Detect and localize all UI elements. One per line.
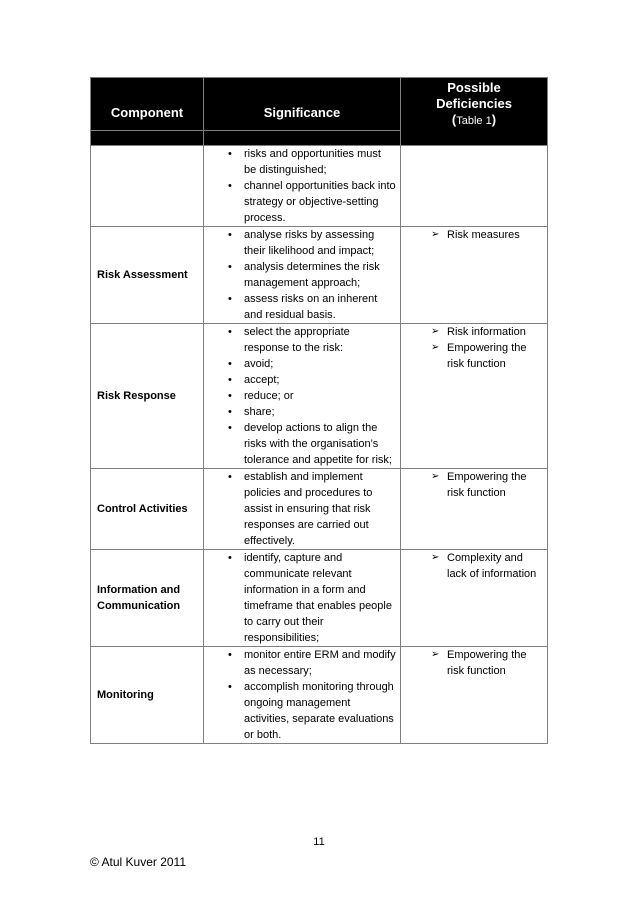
table-header-row [91,78,548,131]
table-reference: (Table 1) [451,112,497,127]
list-item [204,647,400,679]
copyright-footer: © Atul Kuver 2011 [90,855,187,869]
significance-text: select the appropriate response to the risk: [244,326,350,354]
list-item [204,404,400,420]
list-item [401,550,547,582]
significance-list [204,146,400,226]
significance-cell [204,550,401,647]
arrow-bullet-icon: ➢ [431,471,440,482]
component-cell: Control Activities [91,469,204,550]
header-significance-label: Significance [263,105,341,120]
deficiencies-cell [401,227,548,324]
significance-text: analysis determines the risk management approach; [244,261,380,289]
deficiencies-cell [401,647,548,744]
deficiency-text: Empowering the risk function [447,649,527,677]
deficiency-text: Empowering the risk function [447,471,527,499]
table-row [91,227,548,324]
significance-cell [204,469,401,550]
table-row [91,550,548,647]
table-row [91,469,548,550]
page-number: 11 [313,836,325,848]
header-component [91,78,204,131]
list-item [204,178,400,226]
list-item [401,340,547,372]
bullet-dot-icon: • [228,180,232,192]
list-item [204,388,400,404]
bullet-dot-icon: • [228,148,232,160]
deficiencies-list [401,550,547,582]
significance-list [204,647,400,743]
significance-text: risks and opportunities must be distinguished; [244,148,381,176]
significance-list [204,227,400,323]
deficiencies-list [401,324,547,372]
significance-text: avoid; [244,358,274,370]
deficiencies-cell [401,324,548,469]
significance-text: establish and implement policies and procedures to assist in ensuring that risk responses are carried out effectively. [244,471,373,547]
significance-text: accept; [244,374,280,386]
bullet-dot-icon: • [228,229,232,241]
deficiencies-list [401,227,547,243]
bullet-dot-icon: • [228,471,232,483]
bullet-dot-icon: • [228,649,232,661]
component-cell [91,146,204,227]
table-body [91,146,548,744]
arrow-bullet-icon: ➢ [431,326,440,337]
significance-text: identify, capture and communicate relevant information in a form and timeframe that enables people to carry out their responsibilities; [244,552,392,644]
significance-text: assess risks on an inherent and residual basis. [244,293,378,321]
significance-cell [204,146,401,227]
list-item [401,469,547,501]
erm-components-table [90,77,548,744]
list-item [204,291,400,323]
significance-list [204,324,400,468]
significance-text: develop actions to align the risks with the organisation’s tolerance and appetite for risk; [244,422,392,466]
bullet-dot-icon: • [228,552,232,564]
significance-text: monitor entire ERM and modify as necessary; [244,649,396,677]
deficiencies-cell [401,550,548,647]
deficiencies-list [401,469,547,501]
significance-text: analyse risks by assessing their likelihood and impact; [244,229,375,257]
arrow-bullet-icon: ➢ [431,552,440,563]
list-item [401,647,547,679]
component-cell: Information and Communication [91,550,204,647]
list-item [204,146,400,178]
bullet-dot-icon: • [228,293,232,305]
component-cell: Risk Response [91,324,204,469]
table-row [91,146,548,227]
bullet-dot-icon: • [228,358,232,370]
significance-list [204,469,400,549]
component-cell: Risk Assessment [91,227,204,324]
bullet-dot-icon: • [228,390,232,402]
list-item [204,420,400,468]
bullet-dot-icon: • [228,374,232,386]
deficiencies-cell [401,469,548,550]
deficiencies-cell [401,146,548,227]
list-item [204,679,400,743]
table-row [91,324,548,469]
bullet-dot-icon: • [228,681,232,693]
header-deficiencies-line1: Possible [447,80,501,95]
list-item [204,372,400,388]
bullet-dot-icon: • [228,261,232,273]
deficiency-text: Risk information [447,326,526,338]
deficiency-text: Complexity and lack of information [447,552,537,580]
deficiency-text: Empowering the risk function [447,342,527,370]
table-row [91,647,548,744]
bullet-dot-icon: • [228,326,232,338]
deficiencies-list [401,647,547,679]
bullet-dot-icon: • [228,422,232,434]
significance-text: channel opportunities back into strategy or objective-setting process. [244,180,396,224]
header-deficiencies-line2: Deficiencies [436,96,512,111]
list-item [401,324,547,340]
header-significance [204,78,401,131]
significance-cell [204,647,401,744]
significance-text: accomplish monitoring through ongoing management activities, separate evaluations or both. [244,681,394,741]
list-item [204,227,400,259]
header-component-label: Component [110,105,184,120]
deficiency-text: Risk measures [447,229,520,241]
list-item [204,259,400,291]
significance-list [204,550,400,646]
significance-text: reduce; or [244,390,294,402]
list-item [204,469,400,549]
list-item [401,227,547,243]
table-reference-text: Table 1 [456,115,492,127]
list-item [204,550,400,646]
arrow-bullet-icon: ➢ [431,649,440,660]
component-cell: Monitoring [91,647,204,744]
significance-cell [204,227,401,324]
bullet-dot-icon: • [228,406,232,418]
arrow-bullet-icon: ➢ [431,342,440,353]
list-item [204,356,400,372]
header-deficiencies [401,78,548,146]
arrow-bullet-icon: ➢ [431,229,440,240]
significance-text: share; [244,406,275,418]
list-item [204,324,400,356]
significance-cell [204,324,401,469]
